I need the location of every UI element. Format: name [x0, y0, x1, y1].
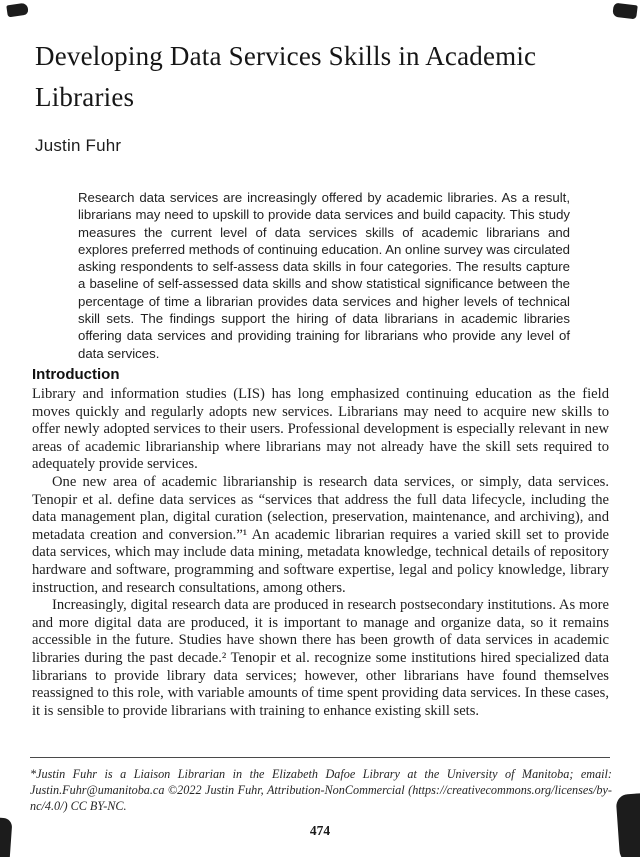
- section-heading-introduction: Introduction: [32, 366, 120, 383]
- paragraph-3: Increasingly, digital research data are produced in research postsecondary institutions. As more and more digital data are produced, it is important to manage and organize data, so it remains accessible in the future. Studies have shown there has been growth of data services in academic libraries during the past decade.² Tenopir et al. recognize some institutions hired specialized data librarians to provide library data services; however, other librarians have found themselves reassigned to this role, with variable amounts of time spent providing data services. In these cases, it is sensible to provide librarians with training to enhance existing skill sets.: [32, 597, 609, 719]
- paragraph-1: Library and information studies (LIS) has long emphasized continuing education as the field moves quickly and regularly adopts new services. Librarians may need to acquire new skills to offer newly adopted services to their users. Professional development is especially relevant in new areas of academic librarianship where librarians may not already have the skill sets required to adequately provide services.: [32, 386, 609, 473]
- author-name: Justin Fuhr: [35, 136, 122, 155]
- abstract-text: Research data services are increasingly offered by academic libraries. As a result, librarians may need to upskill to provide data services and build capacity. This study measures the current level of data services skills of academic librarians and explores preferred methods of continuing education. An online survey was circulated asking respondents to self-assess data skills in four categories. The results capture a baseline of self-assessed data skills and show statistical significance between the percentage of time a librarian provides data services and higher levels of technical skill sets. The findings support the hiring of data librarians in academic libraries offering data services and providing training for librarians who provide any level of data services.: [78, 190, 570, 361]
- paragraph-2: One new area of academic librarianship is research data services, or simply, data services. Tenopir et al. define data services as “services that address the full data lifecycle, including the data management plan, digital curation (selection, preservation, maintenance, and archiving), and metadata creation and conversion.”¹ An academic librarian requires a varied skill set to provide data services, which may include data mining, metadata knowledge, technical details of repository hardware and software, programming and software expertise, legal and policy knowledge, library instruction, and research consultations, among others.: [32, 473, 609, 596]
- article-body: [32, 386, 609, 720]
- scan-artifact-top-right: [612, 3, 638, 20]
- author-footnote: *Justin Fuhr is a Liaison Librarian in the Elizabeth Dafoe Library at the University of Manitoba; email: Justin.Fuhr@umanitoba.ca ©2022 Justin Fuhr, Attribution-NonCommercial (https://creativecommons.org/licenses/by-nc/4.0/) CC BY-NC.: [30, 767, 612, 813]
- scan-artifact-top-left: [6, 3, 28, 18]
- article-title: Developing Data Services Skills in Academic Libraries: [35, 41, 537, 112]
- page-number: 474: [309, 823, 331, 838]
- footnote-divider: [30, 757, 610, 758]
